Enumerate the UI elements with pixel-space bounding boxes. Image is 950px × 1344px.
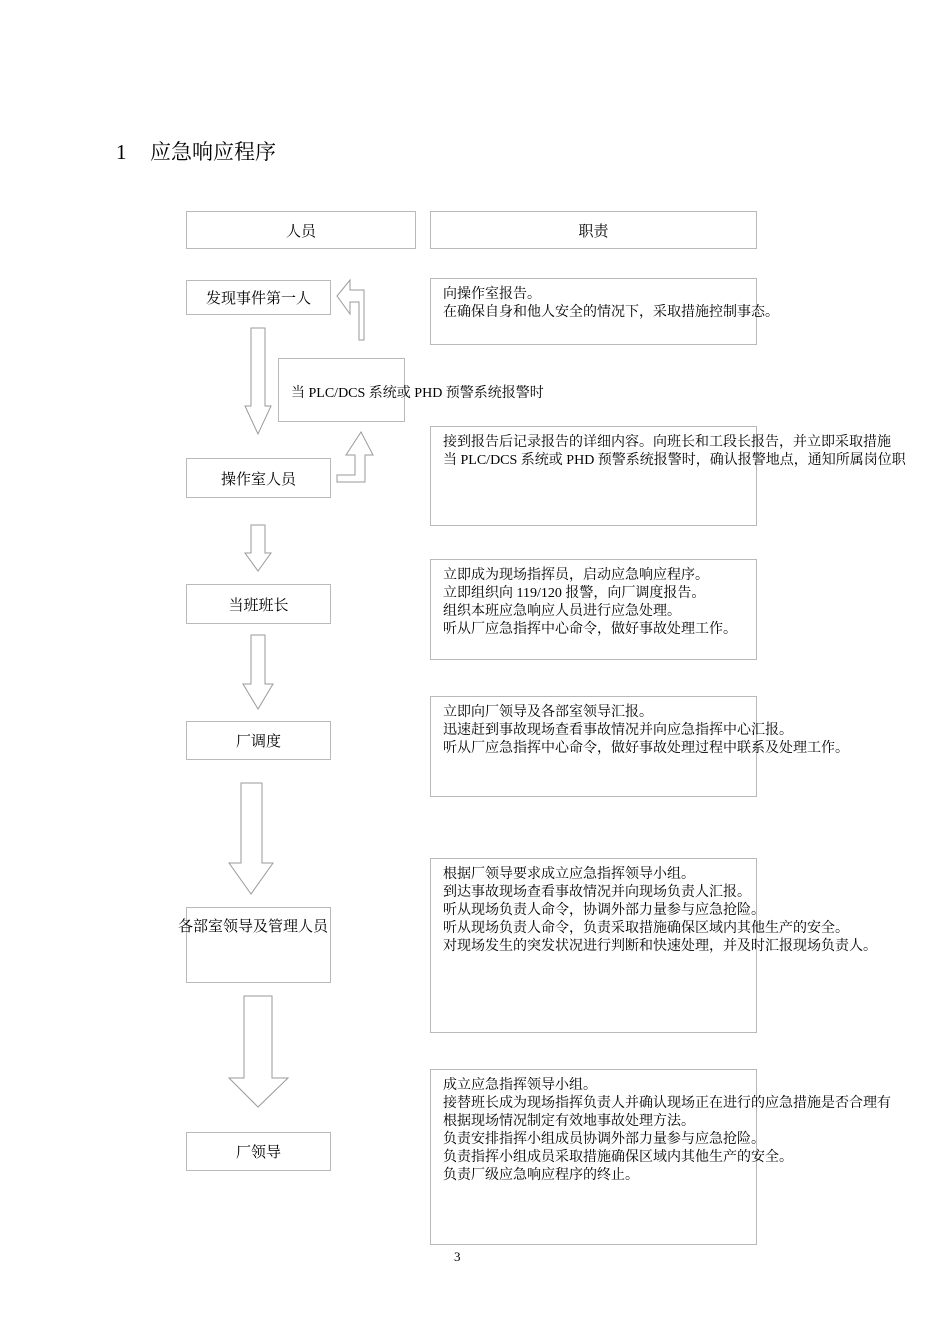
duty-list-4 <box>443 704 849 758</box>
alarm-note-text: 当 PLC/DCS 系统或 PHD 预警系统报警时 <box>291 386 544 401</box>
section-title: 应急响应程序 <box>150 140 276 164</box>
role-label: 操作室人员 <box>220 469 296 488</box>
duty-item: 接到报告后记录报告的详细内容。向班长和工段长报告，并立即采取措施 <box>443 435 891 450</box>
role-box-plant-leader <box>186 1132 331 1171</box>
section-heading <box>116 136 276 166</box>
role-box-first-discoverer <box>186 280 331 315</box>
role-label: 厂领导 <box>235 1143 281 1161</box>
duty-item: 负责厂级应急响应程序的终止。 <box>443 1168 639 1183</box>
duty-item: 根据厂领导要求成立应急指挥领导小组。 <box>443 867 695 882</box>
role-box-shift-leader <box>186 584 331 624</box>
duty-item: 在确保自身和他人安全的情况下，采取措施控制事态。 <box>443 305 779 320</box>
duty-item: 对现场发生的突发状况进行判断和快速处理，并及时汇报现场负责人。 <box>443 939 877 954</box>
duty-item: 听从现场负责人命令，协调外部力量参与应急抢险。 <box>443 903 765 918</box>
down-arrow-5 <box>229 996 288 1107</box>
duty-item: 听从厂应急指挥中心命令，做好事故处理过程中联系及处理工作。 <box>443 741 849 756</box>
column-header-responsibilities <box>430 211 757 249</box>
duty-item: 立即成为现场指挥员，启动应急响应程序。 <box>443 568 709 583</box>
role-label: 当班班长 <box>228 595 289 614</box>
duty-list-2 <box>443 434 950 470</box>
duty-item: 迅速赶到事故现场查看事故情况并向应急指挥中心汇报。 <box>443 723 793 738</box>
role-box-plant-dispatch <box>186 721 331 760</box>
duty-item: 接替班长成为现场指挥负责人并确认现场正在进行的应急措施是否合理有 <box>443 1096 891 1111</box>
duty-item: 根据现场情况制定有效地事故处理方法。 <box>443 1114 695 1129</box>
role-box-control-room <box>186 458 331 498</box>
column-header-personnel-label: 人员 <box>285 221 316 240</box>
down-arrow-2 <box>245 525 271 571</box>
page-number: 3 <box>454 1249 461 1264</box>
down-arrow-3 <box>243 635 273 709</box>
bent-arrow-to-first-person <box>337 280 364 340</box>
duty-item: 成立应急指挥领导小组。 <box>443 1078 597 1093</box>
duty-item: 组织本班应急响应人员进行应急处理。 <box>443 604 681 619</box>
duty-list-6 <box>443 1077 950 1185</box>
role-label-department-leaders: 各部室领导及管理人员 <box>178 917 329 935</box>
section-number: 1 <box>116 140 127 164</box>
duty-list-5 <box>443 866 877 956</box>
duty-item: 负责安排指挥小组成员协调外部力量参与应急抢险。 <box>443 1132 765 1147</box>
down-arrow-1 <box>245 328 271 434</box>
role-label: 发现事件第一人 <box>205 289 311 307</box>
duty-item: 立即向厂领导及各部室领导汇报。 <box>443 705 653 720</box>
duty-list-1 <box>443 286 779 322</box>
column-header-personnel <box>186 211 416 249</box>
duty-item: 听从厂应急指挥中心命令，做好事故处理工作。 <box>443 622 737 637</box>
duty-item: 向操作室报告。 <box>443 287 541 302</box>
duty-item: 当 PLC/DCS 系统或 PHD 预警系统报警时，确认报警地点，通知所属岗位职 <box>443 453 906 468</box>
role-label: 厂调度 <box>235 732 281 750</box>
duty-item: 到达事故现场查看事故情况并向现场负责人汇报。 <box>443 885 751 900</box>
duty-item: 立即组织向 119/120 报警，向厂调度报告。 <box>443 586 706 601</box>
duty-list-3 <box>443 567 737 639</box>
down-arrow-4 <box>229 783 273 894</box>
bent-arrow-to-alarm-note <box>337 432 373 482</box>
column-header-responsibilities-label: 职责 <box>578 221 609 240</box>
duty-item: 听从现场负责人命令，负责采取措施确保区域内其他生产的安全。 <box>443 921 849 936</box>
duty-item: 负责指挥小组成员采取措施确保区域内其他生产的安全。 <box>443 1150 793 1165</box>
